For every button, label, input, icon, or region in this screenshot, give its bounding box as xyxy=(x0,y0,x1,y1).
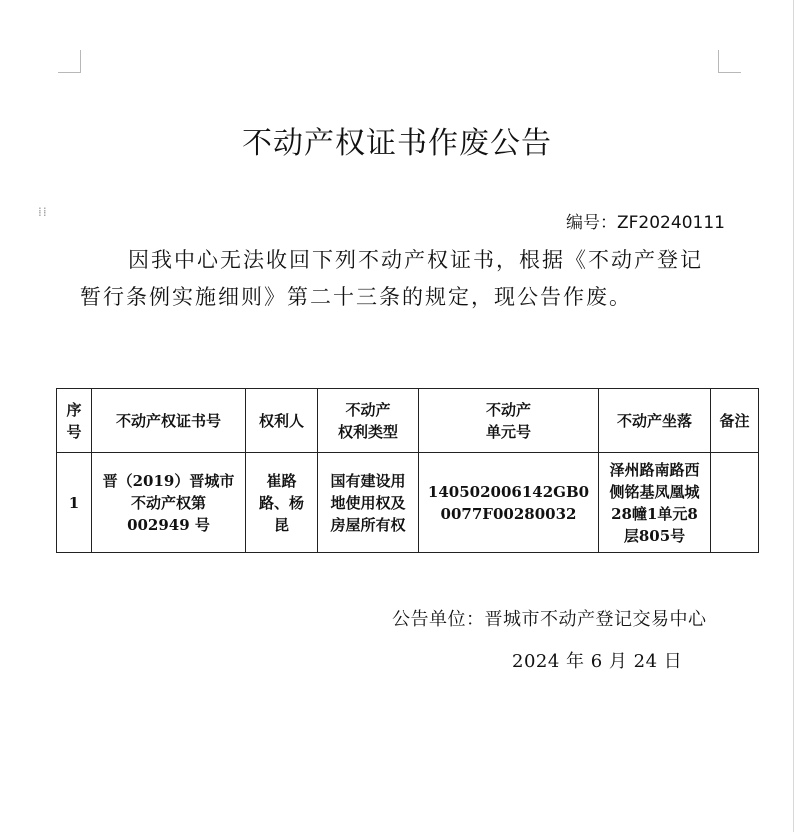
cell-seq: 1 xyxy=(57,453,92,553)
document-number: 编号：ZF20240111 xyxy=(566,213,725,233)
table-row xyxy=(57,453,759,553)
issuer-line: 公告单位：晋城市不动产登记交易中心 xyxy=(392,609,707,630)
cell-right-type: 国有建设用地使用权及房屋所有权 xyxy=(318,453,419,553)
header-remark: 备注 xyxy=(711,389,759,453)
cell-cert-number: 晋（2019）晋城市不动产权第 002949 号 xyxy=(92,453,246,553)
table-header-row xyxy=(57,389,759,453)
cell-unit-number: 140502006142GB00077F00280032 xyxy=(419,453,599,553)
body-paragraph: 因我中心无法收回下列不动产权证书，根据《不动产登记暂行条例实施细则》第二十三条的规定，现公告作废。 xyxy=(80,248,703,309)
header-unit-number: 不动产 单元号 xyxy=(419,389,599,453)
header-holder: 权利人 xyxy=(246,389,318,453)
header-location: 不动产坐落 xyxy=(599,389,711,453)
cell-location: 泽州路南路西侧铭基凤凰城28幢1单元8层805号 xyxy=(599,453,711,553)
document-title: 不动产权证书作废公告 xyxy=(242,126,552,161)
margin-corner-top-right xyxy=(718,50,741,73)
header-right-type: 不动产 权利类型 xyxy=(318,389,419,453)
drag-handle-icon[interactable]: ⁞⁞ xyxy=(38,205,48,219)
issue-date: 2024 年 6 月 24 日 xyxy=(512,651,683,672)
header-seq: 序 号 xyxy=(57,389,92,453)
margin-corner-top-left xyxy=(58,50,81,73)
cell-holder: 崔路路、杨昆 xyxy=(246,453,318,553)
header-cert-number: 不动产权证书号 xyxy=(92,389,246,453)
certificate-table xyxy=(56,388,759,553)
cell-remark xyxy=(711,453,759,553)
